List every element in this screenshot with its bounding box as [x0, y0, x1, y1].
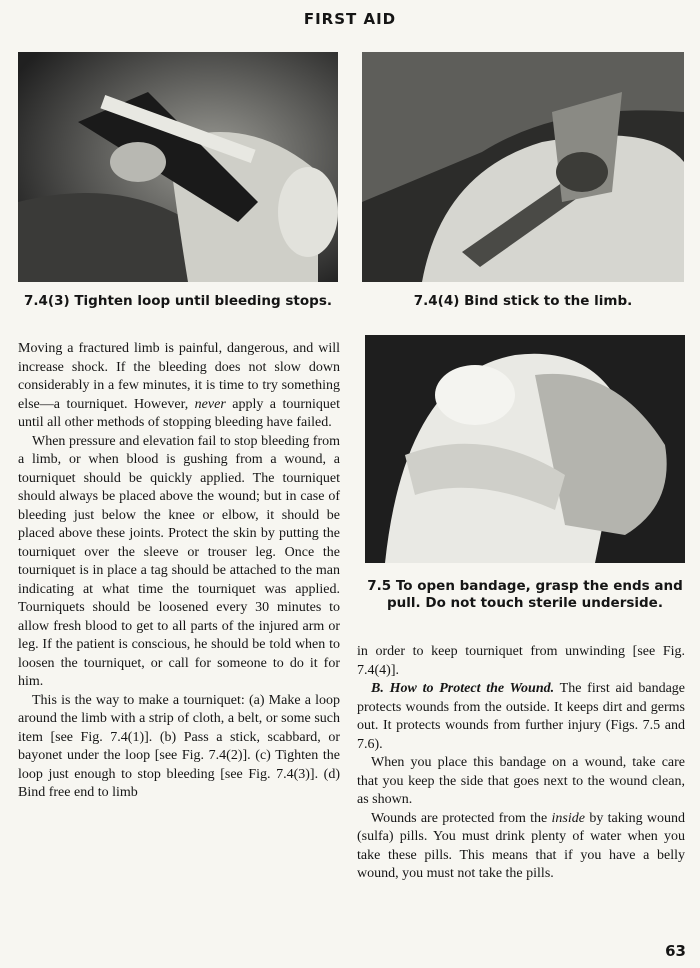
paragraph: When you place this bandage on a wound, take care that you keep the side that goes next to the wound clean, as shown.: [357, 755, 685, 807]
page-header: FIRST AID: [303, 10, 397, 28]
paragraph: Wounds are protected from the inside by taking wound (sulfa) pills. You must drink plenty of water when you take these pills. This means that if you have a belly wound, you must not take the pills.: [357, 810, 686, 881]
section-subhead: B. How to Protect the Wound.: [371, 681, 555, 696]
figure-caption-tighten-loop: 7.4(3) Tighten loop until bleeding stops.: [23, 293, 332, 309]
paragraph: When pressure and elevation fail to stop bleeding from a limb, or when blood is gushing from a wound, a tourniquet should be quickly applied. The tourniquet should always be placed above the wound; but in case of bleeding just below the knee or elbow, it should be placed above these joints. Protect the skin by putting the tourniquet over the sleeve or trouser leg. Once the tourniquet is in place a tag should be attached to the man indicating at what time the tourniquet was applied. Tourniquets should be loosened every 30 minutes to allow fresh blood to get to all parts of the injured arm or leg. If the patient is conscious, he should be told when to loosen the tourniquet, or call for someone to do it for him.: [18, 433, 340, 689]
paragraph: in order to keep tourniquet from unwinding [see Fig. 7.4(4)].: [357, 644, 685, 678]
right-column: [357, 643, 685, 884]
photo-open-bandage: [365, 335, 685, 563]
figure-caption-open-bandage: 7.5 To open bandage, grasp the ends and pull. Do not touch sterile underside.: [367, 578, 683, 611]
photo-tighten-loop: [18, 52, 338, 282]
figure-caption-bind-stick: 7.4(4) Bind stick to the limb.: [413, 293, 633, 309]
paragraph: Moving a fractured limb is painful, dangerous, and will increase shock. If the bleeding does not slow down considerably in a few minutes, it is time to try something else—a tourniquet. However, never apply a tourniquet until all other methods of stopping bleeding have failed.: [18, 341, 341, 430]
paragraph: B. How to Protect the Wound. The first aid bandage protects wounds from the outside. It keeps dirt and germs out. It protects wounds from further injury (Figs. 7.5 and 7.6).: [357, 681, 686, 752]
page-number: 63: [665, 942, 686, 960]
left-column: [18, 340, 340, 803]
paragraph: This is the way to make a tourniquet: (a) Make a loop around the limb with a strip of cloth, a belt, or some such item [see Fig. 7.4(1)]. (b) Pass a stick, scabbard, or bayonet under the loop [see Fig. 7.4(2)]. (c) Tighten the loop just enough to stop bleeding [see Fig. 7.4(3)]. (d) Bind free end to limb: [18, 692, 340, 800]
photo-bind-stick: [362, 52, 684, 282]
